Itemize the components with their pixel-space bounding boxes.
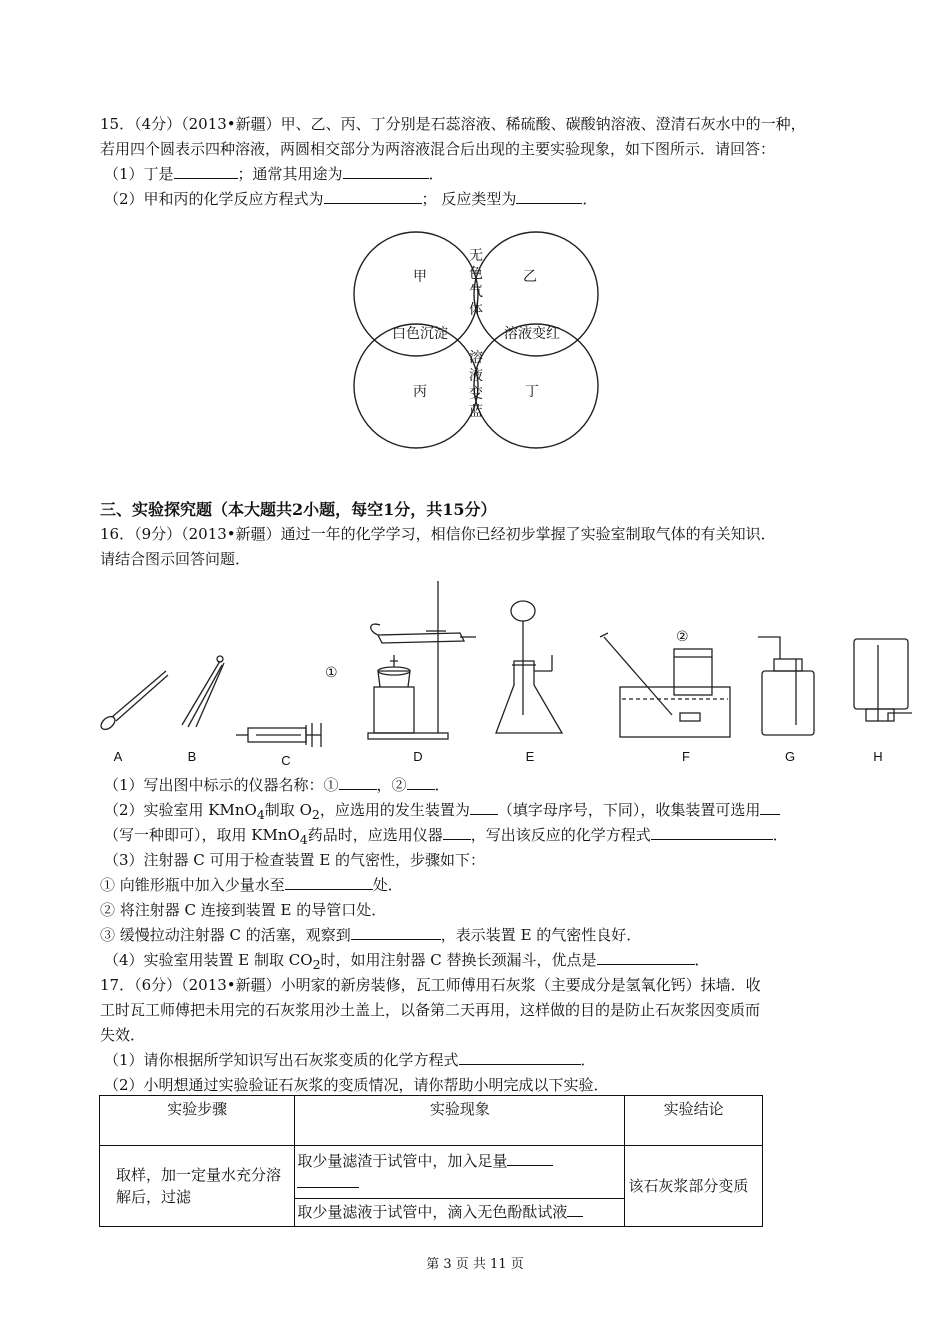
table-cell-obs2: 取少量滤液于试管中，滴入无色酚酞试液 [295,1199,625,1227]
answer-blank[interactable] [651,825,773,840]
answer-blank[interactable] [297,1173,359,1188]
answer-blank[interactable] [174,164,238,179]
table-header: 实验步骤 [100,1096,295,1146]
label-left-mid: 白色沉淀 [392,326,448,342]
label-C: C [281,753,291,768]
q16-step1: ① 向锥形瓶中加入少量水至 处． [100,876,403,894]
table-cell-conclusion: 该石灰浆部分变质 [625,1146,763,1227]
svg-text:色: 色 [469,266,483,282]
svg-text:蓝: 蓝 [469,404,483,420]
q17-part1: （1）请你根据所学知识写出石灰浆变质的化学方程式 ． [104,1051,596,1069]
heating-apparatus-icon [368,581,476,739]
svg-text:体: 体 [469,302,483,318]
q17-stem-line2: 工时瓦工师傅把未用完的石灰浆用沙土盖上，以备第二天再用，这样做的目的是防止石灰浆因变质而 [100,1001,761,1019]
q16-stem-line1: 16．（9分）（2013•新疆）通过一年的化学学习，相信你已经初步掌握了实验室制取气体的有关知识． [100,525,776,543]
q16-part2-cont: （写一种即可），取用 KMnO$_4$药品时，应选用仪器 ，写出该反应的化学方程式 ． [104,826,788,847]
marker-2: ② [676,629,689,645]
answer-blank[interactable] [567,1202,583,1217]
label-H: H [873,749,883,764]
experiment-table [99,1095,763,1227]
q17-stem-line3: 失效． [100,1026,146,1044]
svg-text:变: 变 [469,386,483,402]
table-cell-step: 取样，加一定量水充分溶解后，过滤 [100,1146,295,1227]
answer-blank[interactable] [285,875,373,890]
label-F: F [682,749,690,764]
answer-blank[interactable] [443,825,471,840]
spoon-icon [99,671,168,732]
water-trough-icon [600,633,730,737]
q16-part4: （4）实验室用装置 E 制取 $CO_2$时，如用注射器 C 替换长颈漏斗，优点是 ． [104,951,710,972]
venn-diagram [340,218,610,460]
q17-stem-line1: 17．（6分）（2013•新疆）小明家的新房装修，瓦工师傅用石灰浆（主要成分是氢氧化钙）抹墙．收 [100,976,761,994]
label-A: A [113,749,123,764]
apparatus-figure [96,575,916,768]
svg-text:液: 液 [469,368,483,384]
label-yi: 乙 [523,269,537,285]
q16-part1: （1）写出图中标示的仪器名称：① ，② ． [104,776,450,794]
answer-blank[interactable] [507,1151,553,1166]
label-bottom-mid: 溶 [469,350,483,366]
label-B: B [187,749,197,764]
table-header: 实验结论 [625,1096,763,1146]
label-bing: 丙 [413,384,427,400]
q16-part3: （3）注射器 C 可用于检查装置 E 的气密性，步骤如下： [104,851,486,869]
syringe-icon [236,723,321,747]
q15-part2: （2）甲和丙的化学反应方程式为 ； 反应类型为 ． [104,190,598,208]
answer-blank[interactable] [516,189,582,204]
q16-stem-line2: 请结合图示回答问题． [100,550,251,568]
label-D: D [413,749,423,764]
answer-blank[interactable] [459,1050,581,1065]
answer-blank[interactable] [343,164,429,179]
marker-1: ① [325,665,338,681]
answer-blank[interactable] [351,925,441,940]
label-G: G [784,749,796,764]
table-cell-obs1: 取少量滤渣于试管中，加入足量 [295,1146,625,1199]
q16-step2: ② 将注射器 C 连接到装置 E 的导管口处． [100,901,387,919]
inverted-bottle-icon [854,639,912,721]
table-header: 实验现象 [295,1096,625,1146]
answer-blank[interactable] [407,775,435,790]
q16-part2: （2）实验室用 KMnO$_4$制取 $O_2$，应选用的发生装置为 （填字母序号，下同），收集装置可选用 [104,800,780,825]
label-ding: 丁 [525,384,539,400]
page-footer: 第 3 页 共 11 页 [426,1257,524,1272]
answer-blank[interactable] [324,189,422,204]
label-right-mid: 溶液变红 [504,326,560,342]
q17-part2: （2）小明想通过实验验证石灰浆的变质情况，请你帮助小明完成以下实验． [104,1076,609,1094]
label-jia: 甲 [413,269,427,285]
q15-stem-line2: 若用四个圆表示四种溶液，两圆相交部分为两溶液混合后出现的主要实验现象，如下图所示．请回答： [100,140,776,158]
section-title: 三、实验探究题（本大题共2小题，每空1分，共15分） [100,500,497,519]
q16-step3: ③ 缓慢拉动注射器 C 的活塞，观察到 ，表示装置 E 的气密性良好． [100,926,642,944]
label-E: E [525,749,535,764]
q15-stem-line1: 15．（4分）（2013•新疆）甲、乙、丙、丁分别是石蕊溶液、稀硫酸、碳酸钠溶液、澄清石灰水中的一种， [100,115,806,133]
label-top-mid: 无 [469,248,483,264]
answer-blank[interactable] [470,800,498,815]
svg-text:气: 气 [469,284,483,300]
q15-part1: （1）丁是 ；通常其用途为 ． [104,165,444,183]
gas-bottle-icon [758,637,814,735]
answer-blank[interactable] [760,800,780,815]
answer-blank[interactable] [597,950,695,965]
tongs-icon [182,656,224,727]
answer-blank[interactable] [339,775,377,790]
flask-funnel-icon [496,601,562,733]
